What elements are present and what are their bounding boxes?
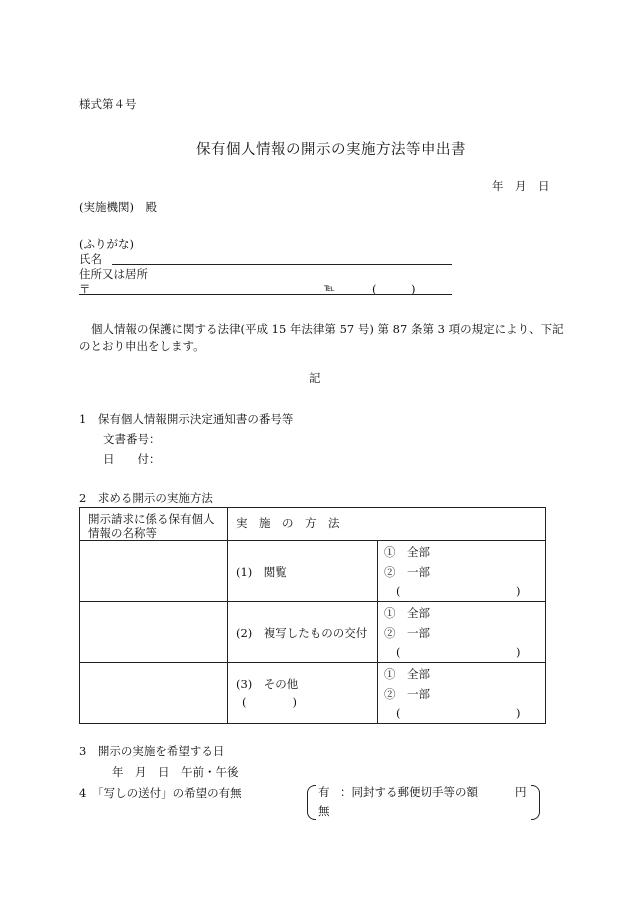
intro-line-1: 個人情報の保護に関する法律(平成 15 年法律第 57 号) 第 87 条第 3 項の規定により、下記 — [91, 322, 564, 336]
brace-right — [531, 785, 540, 820]
method-table — [79, 507, 546, 724]
option-paren-close: ) — [516, 706, 521, 720]
header-col-method — [228, 508, 546, 541]
name-underline[interactable] — [112, 264, 452, 265]
header-col-method-label: 実 施 の 方 法 — [236, 516, 340, 530]
form-number: 様式第４号 — [79, 97, 137, 111]
option-no[interactable]: 無 — [318, 804, 330, 818]
option-cell — [378, 541, 546, 602]
table-row — [80, 663, 546, 724]
tel-label: ℡ — [324, 283, 335, 294]
option-partial[interactable]: ② 一部 — [384, 687, 430, 701]
method-label: (3) その他 — [236, 677, 299, 691]
section4-heading: 4 「写しの送付」の希望の有無 — [79, 786, 242, 800]
option-partial[interactable]: ② 一部 — [384, 626, 430, 640]
option-yes[interactable]: 有 — [318, 785, 330, 799]
yes-detail: ：同封する郵便切手等の額 — [340, 785, 478, 799]
table-header-row — [80, 508, 546, 541]
option-paren-open: ( — [396, 706, 401, 720]
yen-label: 円 — [515, 785, 527, 799]
intro-line-2: のとおり申出をします。 — [79, 339, 205, 353]
header-col-info-line2: 情報の名称等 — [88, 526, 157, 540]
postal-mark: 〒 — [79, 282, 91, 296]
addressee: (実施機関) 殿 — [79, 200, 157, 214]
section3-heading: 3 開示の実施を希望する日 — [79, 744, 225, 758]
method-label: (1) 閲覧 — [236, 565, 287, 579]
table-row — [80, 541, 546, 602]
option-paren-open: ( — [396, 584, 401, 598]
option-all[interactable]: ① 全部 — [384, 606, 430, 620]
option-cell — [378, 663, 546, 724]
info-cell[interactable] — [80, 541, 228, 602]
method-cell — [228, 602, 378, 663]
info-cell[interactable] — [80, 602, 228, 663]
address-label: 住所又は居所 — [79, 267, 148, 281]
furigana-label: (ふりがな) — [79, 237, 134, 251]
brace-left — [307, 785, 316, 820]
method-label: (2) 複写したものの交付 — [236, 626, 368, 640]
method-cell — [228, 663, 378, 724]
doc-number-label: 文書番号： — [103, 432, 161, 446]
option-all[interactable]: ① 全部 — [384, 667, 430, 681]
info-cell[interactable] — [80, 663, 228, 724]
header-col-info-line1: 開示請求に係る保有個人 — [88, 512, 215, 526]
option-partial[interactable]: ② 一部 — [384, 565, 430, 579]
ki-heading: 記 — [309, 371, 321, 385]
option-paren-close: ) — [516, 645, 521, 659]
option-all[interactable]: ① 全部 — [384, 545, 430, 559]
table-row — [80, 602, 546, 663]
option-paren-open: ( — [396, 645, 401, 659]
option-paren-close: ) — [516, 584, 521, 598]
section3-date[interactable]: 年 月 日 午前・午後 — [112, 765, 239, 779]
doc-date-label: 日 付： — [103, 452, 161, 466]
page-title: 保有個人情報の開示の実施方法等申出書 — [196, 142, 466, 158]
name-label: 氏名 — [79, 252, 102, 266]
tel-paren: ( ) — [372, 282, 416, 296]
method-other-paren[interactable]: ( ) — [242, 695, 297, 709]
address-underline[interactable] — [79, 294, 452, 295]
section2-heading: 2 求める開示の実施方法 — [79, 491, 213, 505]
section1-heading: 1 保有個人情報開示決定通知書の番号等 — [79, 412, 294, 426]
date-line: 年 月 日 — [492, 179, 550, 193]
method-cell — [228, 541, 378, 602]
header-col-info — [80, 508, 228, 541]
option-cell — [378, 602, 546, 663]
